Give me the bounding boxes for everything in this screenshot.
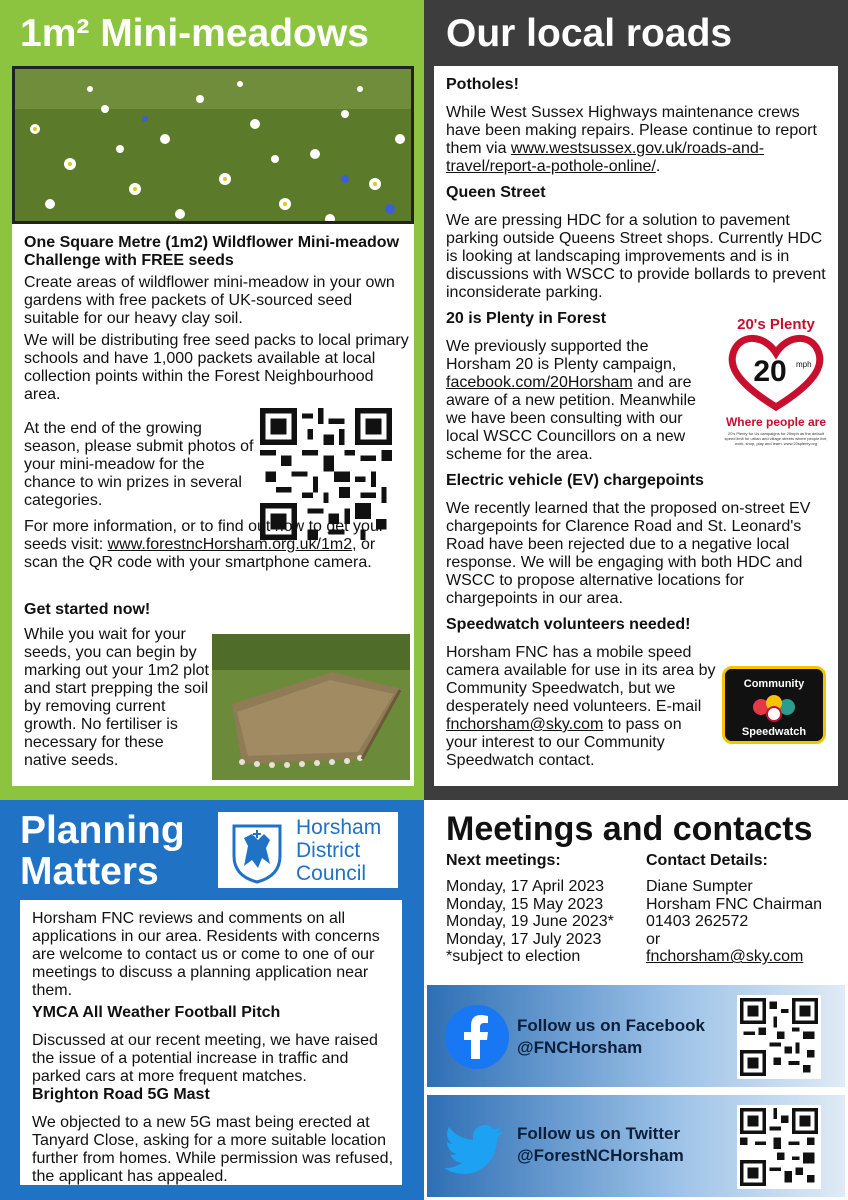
potholes-heading: Potholes!: [446, 76, 519, 93]
planning-card: [20, 900, 402, 1185]
twitter-handle: @ForestNCHorsham: [517, 1146, 684, 1165]
meadow-intro-text: Create areas of wildflower mini-meadow in your own gardens with free packets of UK-sourced seed suitable for our heavy clay soil.: [24, 274, 395, 327]
twitter-qr-code[interactable]: [737, 1105, 821, 1189]
mini-meadows-panel: [0, 0, 424, 800]
potholes-tail: .: [655, 158, 661, 175]
contact-details-column: [646, 852, 822, 966]
speedwatch-lead: Horsham FNC has a mobile speed camera available for use in its area by Community Speedwatch, but we desperately need volunteers. E-mail: [446, 644, 716, 715]
contact-name: Diane Sumpter: [646, 878, 753, 895]
mini-meadows-title: 1m² Mini-meadows: [20, 12, 369, 55]
mast-section: [32, 1086, 394, 1186]
meadow-more-info-tail: , or scan the QR code with your smartphone camera.: [24, 536, 376, 571]
meadow-distribution: [24, 332, 410, 404]
facebook-qr-code[interactable]: [737, 995, 821, 1079]
ev-chargepoints-heading: Electric vehicle (EV) chargepoints: [446, 472, 704, 489]
meadow-growing-season: [24, 420, 254, 510]
hdc-logo-line3: Council: [296, 862, 367, 885]
speedwatch-logo-bottom: Speedwatch: [741, 726, 807, 738]
meeting-date: Monday, 19 June 2023*: [446, 913, 614, 931]
twenty-plenty-logo-fine: 20's Plenty for Us campaigns for 20mph as the default speed limit for urban and village streets where people live, work, shop, play and learn. www.20splenty.org: [724, 431, 828, 446]
meadow-more-info: [24, 518, 410, 572]
get-started-heading: [24, 601, 410, 619]
potholes-lead: While West Sussex Highways maintenance crews have been making repairs. Please continue to report them via: [446, 104, 817, 157]
lion-crest-icon: [224, 816, 290, 884]
twenty-plenty-lead: We previously supported the Horsham 20 is Plenty campaign,: [446, 338, 677, 373]
local-roads-title: Our local roads: [446, 12, 733, 55]
ev-chargepoints-section: [446, 472, 830, 608]
hdc-logo-line2: District: [296, 839, 361, 862]
meeting-date: Monday, 17 July 2023: [446, 930, 602, 948]
meeting-date: Monday, 17 April 2023: [446, 878, 605, 895]
queen-street-section: [446, 184, 830, 302]
twenty-plenty-logo-unit: mph: [796, 360, 812, 369]
facebook-follow-text: [517, 1015, 705, 1059]
ymca-heading: YMCA All Weather Football Pitch: [32, 1004, 281, 1021]
meadow-prep: [24, 626, 210, 770]
mast-heading: Brighton Road 5G Mast: [32, 1086, 210, 1103]
ymca-section: [32, 1004, 394, 1086]
twenty-plenty-facebook-link[interactable]: facebook.com/20Horsham: [446, 374, 633, 391]
twitter-bird-icon: [445, 1115, 509, 1179]
contact-or: or: [646, 930, 661, 948]
meadow-heading-text: One Square Metre (1m2) Wildflower Mini-meadow Challenge with FREE seeds: [24, 234, 400, 269]
horsham-district-council-logo: [218, 812, 398, 888]
meadow-intro: [24, 274, 410, 328]
speedwatch-heading: Speedwatch volunteers needed!: [446, 616, 691, 633]
contact-email-link[interactable]: fnchorsham@sky.com: [646, 948, 804, 966]
twenty-plenty-logo-title: 20's Plenty: [737, 316, 815, 333]
potholes-section: [446, 76, 830, 176]
queen-street-heading: Queen Street: [446, 184, 546, 201]
planning-title-line1: Planning: [20, 809, 185, 852]
ev-chargepoints-text: We recently learned that the proposed on-street EV chargepoints for Clarence Road and St. Leonard's Road have been rejected due to a negative local response. We will be engaging with both HDC and WSCC to propose alternative locations for chargepoints in our area.: [446, 500, 811, 607]
mast-text: We objected to a new 5G mast being erected at Tanyard Close, asking for a more suitable location further from homes. While permission was refused, the applicant has appealed.: [32, 1114, 394, 1185]
get-started-text: Get started now!: [24, 601, 151, 618]
facebook-handle: @FNCHorsham: [517, 1038, 643, 1057]
meadow-more-info-lead: For more information, or to find out how to get your seeds visit:: [24, 518, 385, 553]
meadow-distribution-text: We will be distributing free seed packs to local primary schools and have 1,000 packets available at local collection points within the Forest Neighbourhood area.: [24, 332, 409, 403]
meadow-info-link[interactable]: www.forestncHorsham.org.uk/1m2: [107, 536, 353, 553]
planning-title-line2: Matters: [20, 850, 159, 893]
planning-matters-panel: [0, 800, 424, 1200]
facebook-follow-line1: Follow us on Facebook: [517, 1016, 705, 1035]
meetings-contacts-panel: [424, 800, 848, 1200]
twenty-plenty-logo: [724, 316, 828, 466]
hdc-logo-text: [296, 816, 381, 885]
speedwatch-email-link[interactable]: fnchorsham@sky.com: [446, 716, 604, 733]
community-speedwatch-logo: [722, 666, 826, 744]
twitter-follow-line1: Follow us on Twitter: [517, 1124, 681, 1143]
twitter-follow-banner[interactable]: [424, 1092, 848, 1200]
ymca-text: Discussed at our recent meeting, we have raised the issue of a potential increase in traffic and parked cars at more frequent matches.: [32, 1032, 378, 1085]
twitter-follow-text: [517, 1123, 684, 1167]
queen-street-text: We are pressing HDC for a solution to pavement parking outside Queens Street shops. Currently HDC is looking at landscaping improvements and is in discussions with WSCC to provide bollards to prevent inconsiderate parking.: [446, 212, 826, 301]
facebook-follow-banner[interactable]: [424, 982, 848, 1090]
meadow-challenge-heading: [24, 234, 410, 270]
meadow-growing-season-text: At the end of the growing season, please submit photos of your mini-meadow for the chance to win prizes in several categories.: [24, 420, 254, 509]
twenty-plenty-heading: 20 is Plenty in Forest: [446, 310, 607, 327]
wildflower-meadow-photo: [12, 66, 414, 224]
heart-icon: [724, 333, 828, 411]
next-meetings-heading: Next meetings:: [446, 852, 561, 869]
meadow-more-info-text: [24, 518, 410, 572]
contact-phone[interactable]: 01403 262572: [646, 913, 749, 931]
hdc-logo-line1: Horsham: [296, 816, 382, 839]
contact-role: Horsham FNC Chairman: [646, 895, 823, 913]
contact-details-heading: Contact Details:: [646, 852, 768, 869]
twenty-plenty-tail: and are aware of a new petition. Meanwhile we have been consulting with our local WSCC Councillors on a new scheme for the area.: [446, 374, 696, 463]
meeting-date: Monday, 15 May 2023: [446, 895, 604, 913]
planning-intro: [32, 910, 394, 1000]
pothole-report-link[interactable]: www.westsussex.gov.uk/roads-and-travel/report-a-pothole-online/: [446, 140, 765, 175]
speedwatch-text: [446, 644, 716, 770]
potholes-text: [446, 104, 830, 176]
speedwatch-tail: to pass on your interest to our Community Speedwatch contact.: [446, 716, 682, 769]
planning-matters-title: [20, 810, 185, 892]
speedwatch-logo-top: Community: [743, 678, 805, 690]
twenty-plenty-logo-number: 20: [753, 355, 787, 388]
twenty-plenty-logo-sub: Where people are: [725, 415, 827, 429]
planning-intro-text: Horsham FNC reviews and comments on all applications in our area. Residents with concerns are welcome to contact us or come to one of our meetings to discuss a planning application near them.: [32, 910, 380, 999]
local-roads-card: [434, 66, 838, 786]
next-meetings-column: [446, 852, 614, 966]
meetings-contacts-title: Meetings and contacts: [446, 810, 813, 848]
meeting-date-note: *subject to election: [446, 948, 581, 966]
prepared-soil-plot-photo: [212, 634, 410, 780]
twenty-plenty-text: [446, 338, 714, 464]
local-roads-panel: [424, 0, 848, 800]
facebook-icon: [445, 1005, 509, 1069]
meadow-prep-text: While you wait for your seeds, you can begin by marking out your 1m2 plot and start prepping the soil by removing current growth. No fertiliser is necessary for these native seeds.: [24, 626, 209, 769]
mini-meadows-card: [12, 66, 414, 786]
